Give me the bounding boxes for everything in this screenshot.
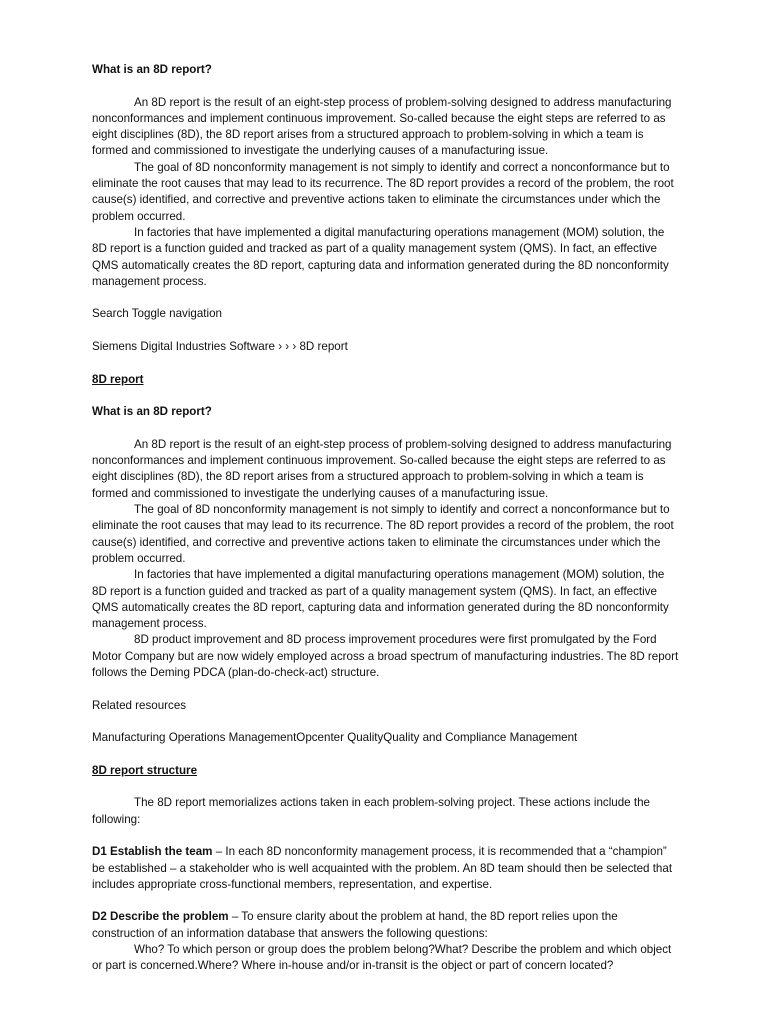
section2-paragraph: 8D product improvement and 8D process improvement procedures were first promulgated by the Ford Motor Company but are now widely employed across a broad spectrum of manufacturing industries. The 8D report follows the Deming PDCA (plan-do-check-act) structure. (92, 633, 679, 679)
d2-questions: Who? To which person or group does the problem belong?What? Describe the problem and which object or part is concerned.Where? Where in-house and/or in-transit is the object or part of concern located? (92, 943, 672, 973)
d1-paragraph (92, 844, 682, 893)
section1-heading: What is an 8D report? (92, 63, 212, 76)
related-resources-label: Related resources (92, 698, 187, 712)
spacer (92, 828, 682, 844)
section2-paragraph: In factories that have implemented a digital manufacturing operations management (MOM) solution, the 8D report is a function guided and tracked as part of a quality management system (QMS). In fact, an effective QMS automatically creates the 8D report, capturing data and information generated during the 8D nonconformity management process. (92, 568, 669, 631)
spacer (92, 779, 682, 795)
section1-paragraph: An 8D report is the result of an eight-step process of problem-solving designed to address manufacturing nonconformances and implement continuous improvement. So-called because the eight steps are referred to as eight disciplines (8D), the 8D report arises from a structured approach to problem-solving in which a team is formed and commissioned to investigate the underlying causes of a manufacturing issue. (92, 95, 672, 158)
section3-title: 8D report structure (92, 763, 198, 777)
document-page (92, 62, 682, 975)
section1-paragraph: The goal of 8D nonconformity management is not simply to identify and correct a nonconformance but to eliminate the root causes that may lead to its recurrence. The 8D report provides a record of the problem, the root cause(s) identified, and corrective and preventive actions taken to eliminate the circumstances under which the problem occurred. (92, 160, 674, 223)
section3-intro: The 8D report memorializes actions taken in each problem-solving project. These actions include the following: (92, 796, 650, 826)
spacer (92, 78, 682, 94)
page-title: 8D report (92, 372, 144, 386)
spacer (92, 388, 682, 404)
search-toggle-navigation: Search Toggle navigation (92, 307, 222, 321)
spacer (92, 421, 682, 437)
spacer (92, 893, 682, 909)
d1-label: D1 Establish the team (92, 845, 213, 859)
section1-paragraph: In factories that have implemented a digital manufacturing operations management (MOM) solution, the 8D report is a function guided and tracked as part of a quality management system (QMS). In fact, an effective QMS automatically creates the 8D report, capturing data and information generated during the 8D nonconformity management process. (92, 225, 669, 288)
spacer (92, 681, 682, 697)
breadcrumb: Siemens Digital Industries Software › › › 8D report (92, 340, 348, 354)
related-resources-links: Manufacturing Operations ManagementOpcenter QualityQuality and Compliance Management (92, 731, 578, 745)
spacer (92, 746, 682, 762)
d1-text: – In each 8D nonconformity management process, it is recommended that a “champion” be established – a stakeholder who is well acquainted with the problem. An 8D team should then be selected that includes appropriate cross-functional members, representation, and expertise. (92, 845, 673, 891)
spacer (92, 714, 682, 730)
section2-heading: What is an 8D report? (92, 405, 212, 419)
d2-label: D2 Describe the problem (92, 910, 229, 924)
spacer (92, 323, 682, 339)
spacer (92, 355, 682, 371)
spacer (92, 290, 682, 306)
section2-paragraph: The goal of 8D nonconformity management is not simply to identify and correct a nonconformance but to eliminate the root causes that may lead to its recurrence. The 8D report provides a record of the problem, the root cause(s) identified, and corrective and preventive actions taken to eliminate the circumstances under which the problem occurred. (92, 503, 674, 565)
d2-text: – To ensure clarity about the problem at hand, the 8D report relies upon the construction of an information database that answers the following questions: (92, 910, 618, 940)
section2-paragraph: An 8D report is the result of an eight-step process of problem-solving designed to address manufacturing nonconformances and implement continuous improvement. So-called because the eight steps are referred to as eight disciplines (8D), the 8D report arises from a structured approach to problem-solving in which a team is formed and commissioned to investigate the underlying causes of a manufacturing issue. (92, 437, 672, 500)
d2-paragraph (92, 909, 682, 942)
